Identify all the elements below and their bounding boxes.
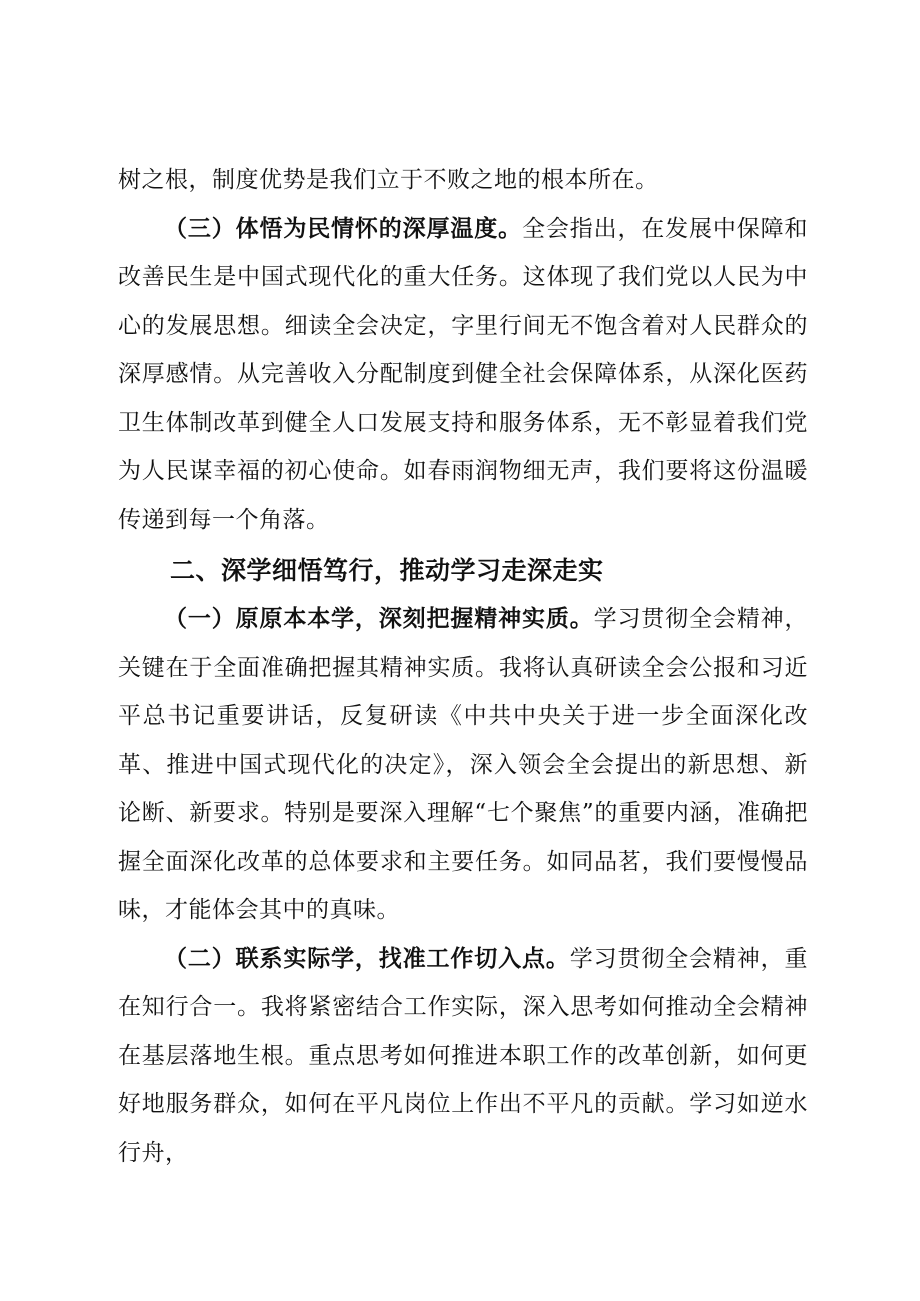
paragraph-text: 学习贯彻全会精神，关键在于全面准确把握其精神实质。我将认真研读全会公报和习近平总书记重要讲话，反复研读《中共中央关于进一步全面深化改革、推进中国式现代化的决定》，深入领会全会提出的新思想、新论断、新要求。特别是要深入理解“七个聚焦”的重要内涵，准确把握全面深化改革的总体要求和主要任务。如同品茗，我们要慢慢品味，才能体会其中的真味。: [118, 606, 809, 923]
paragraph-lead: （三）体悟为民情怀的深厚温度。: [164, 214, 522, 242]
paragraph-study-original: [118, 595, 808, 935]
section-heading: 二、深学细悟笃行，推动学习走深走实: [170, 556, 604, 585]
paragraph-lead: （二）联系实际学，找准工作切入点。: [164, 944, 570, 972]
paragraph-continuation: [118, 156, 808, 205]
paragraph-lead: （一）原原本本学，深刻把握精神实质。: [164, 605, 594, 632]
paragraph-people-centered: [118, 205, 808, 545]
paragraph-text: 学习贯彻全会精神，重在知行合一。我将紧密结合工作实际，深入思考如何推动全会精神在基层落地生根。重点思考如何推进本职工作的改革创新，如何更好地服务群众，如何在平凡岗位上作出不平凡的贡献。学习如逆水行舟，: [118, 945, 809, 1166]
paragraph-study-practice: [118, 935, 808, 1178]
paragraph-text: 树之根，制度优势是我们立于不败之地的根本所在。: [118, 167, 659, 193]
document-body: [118, 156, 808, 1177]
paragraph-text: 全会指出，在发展中保障和改善民生是中国式现代化的重大任务。这体现了我们党以人民为中心的发展思想。细读全会决定，字里行间无不饱含着对人民群众的深厚感情。从完善收入分配制度到健全社会保障体系，从深化医药卫生体制改革到健全人口发展支持和服务体系，无不彰显着我们党为人民谋幸福的初心使命。如春雨润物细无声，我们要将这份温暖传递到每一个角落。: [118, 215, 809, 533]
